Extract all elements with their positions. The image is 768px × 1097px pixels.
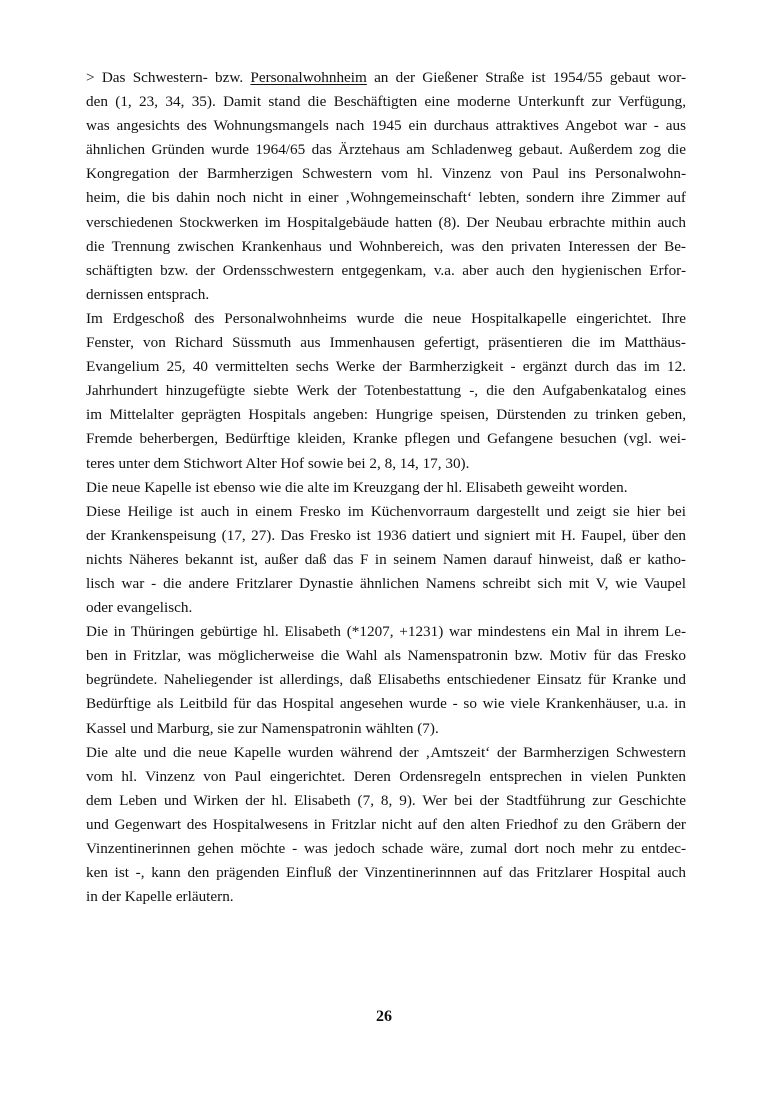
text-segment: Evangelium 25, 40 vermittelten sechs Werke der Barmherzigkeit - ergänzt durch das im 12. [86,358,686,376]
text-line [86,717,686,741]
text-line [86,452,686,476]
text-line [86,331,686,355]
text-segment: teres unter dem Stichwort Alter Hof sowie bei 2, 8, 14, 17, 30). [86,454,470,472]
text-segment: Diese Heilige ist auch in einem Fresko im Küchenvorraum dargestellt und zeigt sie hier bei [86,502,686,520]
text-line [86,355,686,379]
text-segment: begründete. Naheliegender ist allerdings, daß Elisabeths entschiedener Einsatz für Kranke und [86,671,686,689]
text-line [86,427,686,451]
text-segment: in der Kapelle erläutern. [86,888,234,906]
text-segment: dem Leben und Wirken der hl. Elisabeth (7, 8, 9). Wer bei der Stadtführung zur Geschichte [86,791,686,809]
text-line [86,403,686,427]
text-segment: dernissen entsprach. [86,285,210,303]
text-segment: Fremde beherbergen, Bedürftige kleiden, Kranke pflegen und Gefangene besuchen (vgl. wei- [86,430,686,448]
text-line [86,283,686,307]
text-segment: > Das Schwestern- bzw. [86,69,251,86]
body-text [86,66,686,909]
text-line [86,259,686,283]
text-segment: die Trennung zwischen Krankenhaus und Wohnbereich, was den privaten Interessen der Be- [86,237,686,255]
text-segment: Fenster, von Richard Süssmuth aus Immenhausen gefertigt, präsentieren die im Matthäus- [86,334,686,352]
text-line [86,162,686,186]
text-segment: Die in Thüringen gebürtige hl. Elisabeth (*1207, +1231) war mindestens ein Mal in ihrem Le- [86,623,686,641]
text-segment: der Krankenspeisung (17, 27). Das Fresko ist 1936 datiert und signiert mit H. Faupel, über den [86,526,686,544]
text-line [86,66,686,90]
text-line [86,500,686,524]
text-segment: im Mittelalter geprägten Hospitals angeben: Hungrige speisen, Dürstenden zu trinken geben, [86,406,686,424]
text-segment: Kassel und Marburg, sie zur Namenspatronin wählten (7). [86,719,439,737]
text-segment: vom hl. Vinzenz von Paul eingerichtet. Deren Ordensregeln entsprechen in vielen Punkten [86,767,686,785]
text-line [86,692,686,716]
page-number: 26 [376,1008,392,1025]
text-line [86,668,686,692]
text-line [86,620,686,644]
text-line [86,307,686,331]
text-segment: Bedürftige als Leitbild für das Hospital angesehen wurde - so wie viele Krankenhäuser, u.a. in [86,695,686,713]
text-line [86,837,686,861]
text-segment: oder evangelisch. [86,599,193,617]
text-line [86,596,686,620]
text-segment: Die alte und die neue Kapelle wurden während der ‚Amtszeit‘ der Barmherzigen Schwestern [86,743,686,761]
text-line [86,379,686,403]
text-line [86,813,686,837]
text-line [86,138,686,162]
text-segment: lisch war - die andere Fritzlarer Dynastie ähnlichen Namens schreibt sich mit V, wie Vaupel [86,574,686,592]
text-line [86,235,686,259]
text-line [86,885,686,909]
text-segment: ähnlichen Gründen wurde 1964/65 das Ärztehaus am Schladenweg gebaut. Außerdem zog die [86,141,686,159]
text-line [86,186,686,210]
text-line [86,114,686,138]
text-segment: was angesichts des Wohnungsmangels nach 1945 ein durchaus attraktives Angebot war - aus [86,117,686,135]
text-line [86,572,686,596]
text-segment: verschiedenen Stockwerken im Hospitalgebäude hatten (8). Der Neubau erbrachte mithin auch [86,213,686,231]
text-segment: Kongregation der Barmherzigen Schwestern vom hl. Vinzenz von Paul ins Personalwohn- [86,165,686,183]
text-segment: schäftigten bzw. der Ordensschwestern entgegenkam, v.a. aber auch den hygienischen Erfor- [86,261,686,279]
text-line [86,861,686,885]
text-segment: nichts Näheres bekannt ist, außer daß das F in seinem Namen darauf hinweist, daß er katho- [86,550,686,568]
text-segment: ken ist -, kann den prägenden Einfluß der Vinzentinerinnnen auf das Fritzlarer Hospital auch [86,864,686,882]
text-line [86,644,686,668]
text-segment: an der Gießener Straße ist 1954/55 gebaut wor- [366,69,687,86]
underlined-term: Personalwohnheim [250,69,367,86]
text-line [86,476,686,500]
text-segment: und Gegenwart des Hospitalwesens in Fritzlar nicht auf den alten Friedhof zu den Gräbern der [86,815,686,833]
text-segment: Die neue Kapelle ist ebenso wie die alte im Kreuzgang der hl. Elisabeth geweiht worden. [86,478,628,496]
text-segment: Jahrhundert hinzugefügte siebte Werk der Totenbestattung -, die den Aufgabenkatalog eines [86,382,686,400]
text-segment: Vinzentinerinnen gehen möchte - was jedoch schade wäre, zumal dort noch mehr zu entdec- [86,840,686,857]
text-segment: heim, die bis dahin noch nicht in einer ‚Wohngemeinschaft‘ lebten, sondern ihre Zimmer auf [86,189,686,207]
text-line [86,741,686,765]
text-line [86,548,686,572]
text-line [86,789,686,813]
text-segment: den (1, 23, 34, 35). Damit stand die Beschäftigten eine moderne Unterkunft zur Verfügung, [86,93,686,111]
text-line [86,211,686,235]
text-line [86,90,686,114]
text-segment: ben in Fritzlar, was möglicherweise die Wahl als Namenspatronin bzw. Motiv für das Fresko [86,647,686,665]
text-line [86,524,686,548]
text-line [86,765,686,789]
text-segment: Im Erdgeschoß des Personalwohnheims wurde die neue Hospitalkapelle eingerichtet. Ihre [86,309,686,327]
